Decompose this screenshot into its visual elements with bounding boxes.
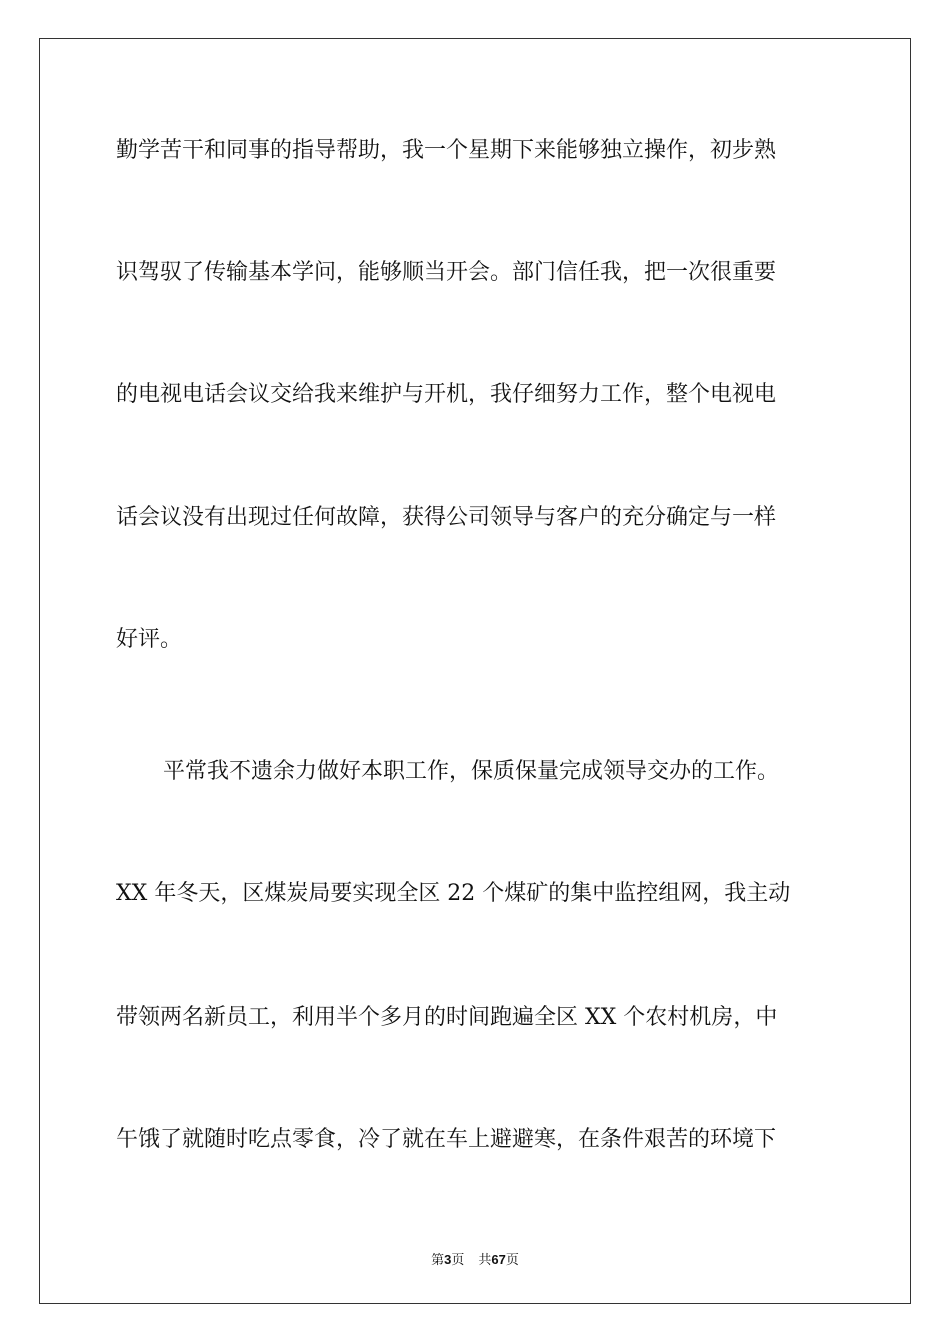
text-line-2: 识驾驭了传输基本学问，能够顺当开会。部门信任我，把一次很重要 <box>116 260 777 285</box>
text-line-9: 午饿了就随时吃点零食，冷了就在车上避避寒，在条件艰苦的环境下 <box>116 1127 777 1152</box>
text-line-5: 好评。 <box>116 627 183 652</box>
text-line-1: 勤学苦干和同事的指导帮助，我一个星期下来能够独立操作，初步熟 <box>116 138 777 163</box>
text-line-8: 带领两名新员工，利用半个多月的时间跑遍全区 XX 个农村机房，中 <box>116 1005 778 1030</box>
text-line-7: XX 年冬天，区煤炭局要实现全区 22 个煤矿的集中监控组网，我主动 <box>116 881 791 906</box>
page-number: 3 <box>444 1252 452 1267</box>
page-footer <box>0 1249 950 1268</box>
page-suffix: 页 <box>451 1253 465 1268</box>
text-line-6: 平常我不遗余力做好本职工作，保质保量完成领导交办的工作。 <box>163 759 780 784</box>
text-line-4: 话会议没有出现过任何故障，获得公司领导与客户的充分确定与一样 <box>116 505 777 530</box>
total-pages: 67 <box>491 1252 506 1267</box>
total-prefix: 共 <box>478 1253 492 1268</box>
page-frame <box>39 38 911 1304</box>
total-suffix: 页 <box>505 1253 519 1268</box>
text-line-3: 的电视电话会议交给我来维护与开机，我仔细努力工作，整个电视电 <box>116 382 777 407</box>
page-prefix: 第 <box>431 1253 445 1268</box>
